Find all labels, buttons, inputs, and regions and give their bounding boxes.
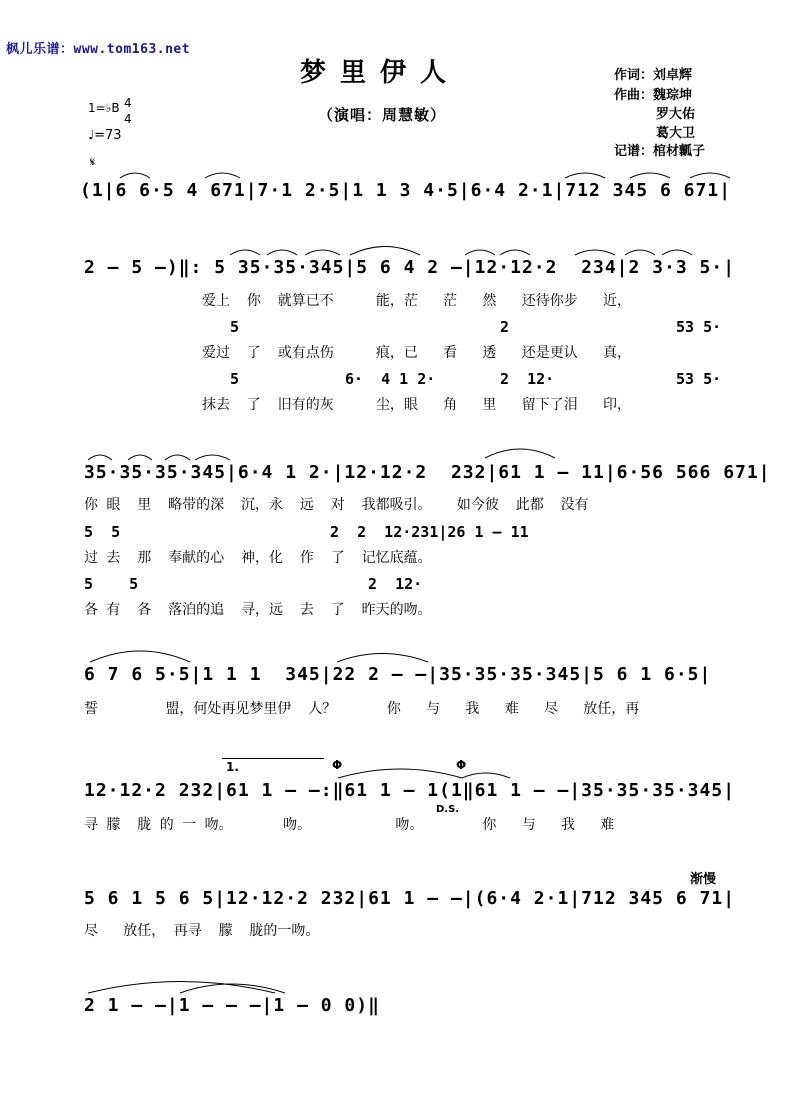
slur — [462, 773, 510, 778]
slur — [128, 455, 152, 460]
coda-icon: Φ — [332, 758, 343, 772]
slur — [90, 651, 190, 662]
alt-notes-2e: 6· 4 1 2· — [345, 370, 436, 388]
slur — [485, 449, 555, 458]
time-signature-bottom: 4 — [124, 112, 132, 126]
slur — [195, 455, 230, 460]
lyric-line-2-verse1: 爱上 你 就算已不 能，茫 茫 然 还待你步 近， — [202, 293, 632, 309]
song-title: 梦里伊人 — [300, 58, 461, 88]
slur — [230, 250, 260, 255]
alt-notes-2b: 2 — [500, 318, 510, 336]
alt-notes-3d: 2 12· — [368, 575, 423, 593]
key-signature: 1=♭B — [88, 101, 120, 115]
slur — [350, 247, 420, 256]
music-line-3: 35·35·35·345|6·4 1 2·|12·12·2 232|61 1 – 11|6·56 566 671| — [84, 462, 771, 483]
slur — [338, 769, 462, 778]
slur — [662, 250, 692, 255]
slur — [500, 250, 530, 255]
slur — [625, 250, 655, 255]
slur — [205, 173, 240, 178]
slur — [120, 173, 150, 178]
composer-credit-2: 罗大佑 — [656, 107, 696, 122]
site-watermark: 枫儿乐谱：www.tom163.net — [6, 42, 191, 57]
lyric-line-4: 誓 盟，何处再见梦里伊 人？ 你 与 我 难 尽 放任，再 — [84, 701, 640, 717]
music-line-5: 12·12·2 232|61 1 – –:‖61 1 – 1(1‖61 1 – –|35·35·35·345| — [84, 780, 736, 801]
alt-notes-3a: 5 5 — [84, 523, 121, 541]
slur — [337, 654, 428, 663]
slur — [165, 455, 190, 460]
alt-notes-2g: 53 5· — [676, 370, 722, 388]
slur — [630, 173, 670, 178]
alt-notes-3b: 2 2 12·231|26 1 – 11 — [330, 523, 529, 541]
coda-icon-2: Φ — [456, 758, 467, 772]
alt-notes-2d: 5 — [230, 370, 240, 388]
lyricist-credit: 作词：刘卓辉 — [614, 68, 693, 83]
slur — [575, 250, 615, 255]
segno-icon: 𝄋 — [90, 155, 96, 169]
slur — [565, 173, 605, 178]
singer-credit: （演唱：周慧敏） — [318, 106, 447, 124]
slur — [690, 173, 730, 178]
lyric-line-5: 寻 朦 胧 的 一 吻。 吻。 吻。 你 与 我 难 — [84, 817, 615, 833]
slur — [267, 250, 297, 255]
lyric-line-6: 尽 放任， 再寻 朦 胧的一吻。 — [84, 923, 320, 939]
alt-notes-2f: 2 12· — [500, 370, 555, 388]
slur — [305, 250, 340, 255]
slur — [88, 982, 275, 994]
lyric-line-3-verse1: 你 眼 里 略带的深 沉，永 远 对 我都吸引。 如今彼 此都 没有 — [84, 497, 589, 513]
dal-segno-marker: D.S. — [436, 804, 460, 815]
transcriber-credit: 记谱：棺材瓤子 — [614, 144, 706, 159]
composer-credit-3: 葛大卫 — [656, 126, 696, 141]
alt-notes-2a: 5 — [230, 318, 240, 336]
slur — [465, 250, 495, 255]
alt-notes-3c: 5 5 — [84, 575, 139, 593]
slur — [88, 455, 112, 460]
music-line-2: 2 – 5 –)‖: 5 35·35·345|5 6 4 2 –|12·12·2 234|2 3·3 5·| — [84, 257, 736, 278]
volta-1-marker: 1. — [226, 760, 239, 774]
music-line-7: 2 1 – –|1 – – –|1 – 0 0)‖ — [84, 995, 380, 1016]
time-signature-top: 4 — [124, 96, 132, 110]
music-line-4: 6 7 6 5·5|1 1 1 345|22 2 – –|35·35·35·345|5 6 1 6·5| — [84, 664, 712, 685]
alt-notes-2c: 53 5· — [676, 318, 722, 336]
lyric-line-3-verse3: 各 有 各 落泊的追 寻，远 去 了 昨天的吻。 — [84, 602, 432, 618]
composer-credit: 作曲：魏琮坤 — [614, 88, 693, 103]
music-line-6: 5 6 1 5 6 5|12·12·2 232|61 1 – –|(6·4 2·1|712 345 6 71| — [84, 888, 736, 909]
music-line-1: (1|6 6·5 4 671|7·1 2·5|1 1 3 4·5|6·4 2·1|712 345 6 671| — [80, 180, 732, 201]
lyric-line-2-verse3: 抹去 了 旧有的灰 尘，眼 角 里 留下了泪 印， — [202, 397, 632, 413]
ritardando-marking: 渐慢 — [690, 872, 717, 887]
lyric-line-2-verse2: 爱过 了 或有点伤 痕，已 看 透 还是更认 真， — [202, 345, 632, 361]
tempo-marking: ♩=73 — [88, 128, 122, 143]
lyric-line-3-verse2: 过 去 那 奉献的心 神，化 作 了 记忆底蕴。 — [84, 550, 432, 566]
